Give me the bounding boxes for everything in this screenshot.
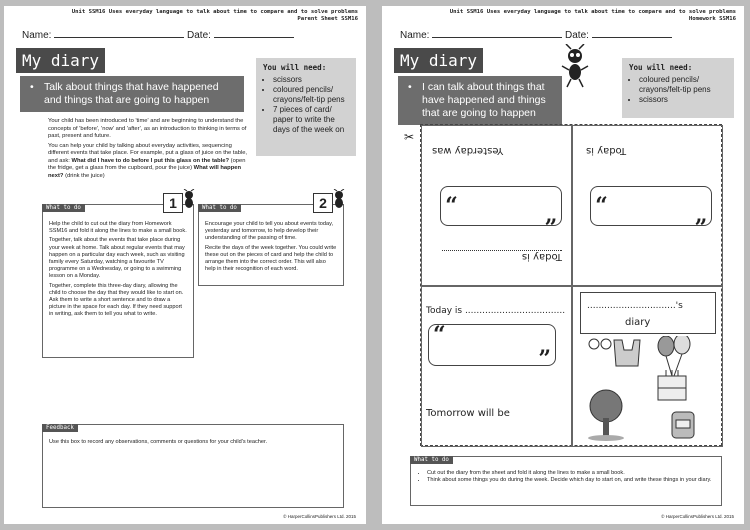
sheet-id: Homework SSM16 <box>688 16 736 22</box>
you-will-need-box <box>622 58 734 118</box>
today-label: Today is <box>442 250 562 262</box>
feedback-box[interactable] <box>42 424 344 508</box>
intro-paragraph: Your child has been introduced to 'time' and are beginning to understand the concepts of 'before', 'now' and 'after', as an introduction to thinking in terms of past, present and future. <box>48 118 247 139</box>
quote-open: “ <box>694 202 707 228</box>
intro-text <box>48 118 248 180</box>
feedback-title: Feedback <box>42 424 78 432</box>
intro-span: You can help your child by talking about everyday activities, sequencing different events that take place. For example, put a glass of juice on the table, and ask: <box>48 142 248 164</box>
flipped-content <box>422 126 572 286</box>
what-to-do-box-2 <box>198 195 344 286</box>
today-label: Today is ................................... <box>426 306 566 316</box>
goggles-icon <box>589 339 611 349</box>
tomorrow-label: Tomorrow will be <box>426 408 510 419</box>
ant-icon <box>331 189 347 209</box>
bullet-icon: • <box>408 81 412 93</box>
scissors-icon: ✂ <box>404 130 415 144</box>
box-title: What to do <box>410 456 453 464</box>
speech-bubble[interactable] <box>440 180 562 228</box>
intro-span: (open the fridge, get a glass from the cupboard, pour the juice) <box>48 157 246 171</box>
box-paragraph: Recite the days of the week together. You could write these out on the pieces of card and help the child to arrange them into the correct order. This will also help in their recognition of each word. <box>205 244 337 273</box>
objective-text: I can talk about things that have happened and things that are going to happen <box>422 81 546 119</box>
cover-title-box <box>580 292 716 334</box>
name-label: Name: <box>22 30 52 41</box>
homework-sheet <box>382 6 744 524</box>
panel-yesterday[interactable] <box>421 125 573 287</box>
instructions-list <box>417 470 715 484</box>
box-paragraph: Help the child to cut out the diary from Homework SSM16 and fold it along the lines to make a small book. <box>49 221 187 235</box>
panel-today-top[interactable] <box>571 125 723 287</box>
quote-close: ” <box>595 180 608 206</box>
ant-mascot-icon <box>560 44 590 88</box>
date-label: Date: <box>565 30 589 41</box>
speech-bubble[interactable] <box>590 180 712 228</box>
need-title: You will need: <box>629 63 693 72</box>
what-to-do-box <box>410 456 722 506</box>
speech-bubble[interactable] <box>428 322 556 372</box>
diary-owner-line[interactable]: ...............................'s <box>587 301 683 311</box>
box-body <box>49 221 187 321</box>
box-title: What to do <box>198 204 241 212</box>
diary-cutout <box>420 124 722 446</box>
copyright: © HarperCollinsPublishers Ltd. 2015 <box>283 514 356 519</box>
what-to-do-box-1 <box>42 195 194 358</box>
need-item: • 7 pieces of card/ paper to write the days of the week on <box>273 105 349 135</box>
intro-paragraph <box>48 143 248 181</box>
box-paragraph: Encourage your child to tell you about events today, yesterday and tomorrow, to help develop their understanding of the passing of time. <box>205 221 334 242</box>
unit-line: Unit SSM16 Uses everyday language to talk about time to compare and to solve problems <box>449 9 736 15</box>
need-item: • scissors <box>273 75 349 85</box>
parent-sheet <box>4 6 366 524</box>
tree-icon <box>588 390 624 441</box>
cover-illustration <box>576 336 718 442</box>
need-list <box>263 75 349 135</box>
yesterday-label: Yesterday was <box>432 145 504 156</box>
page-title: My diary <box>16 48 105 73</box>
instruction-item: • Think about some things you do during the week. Decide which day to start on, and write these things in your diary. <box>427 477 715 484</box>
panel-today-tomorrow[interactable] <box>421 285 573 447</box>
box-title: What to do <box>42 204 85 212</box>
name-line[interactable] <box>432 28 562 38</box>
box-paragraph: Together, complete this three-day diary, allowing the child to choose the day that they would like to start on. Ask them to write a short sentence and to draw a picture in the space for each day. If they need support in writing, ask them to tell you what to write. <box>49 282 184 318</box>
step-number: 1 <box>163 193 183 213</box>
date-line[interactable] <box>214 28 294 38</box>
unit-line: Unit SSM16 Uses everyday language to talk about time to compare and to solve problems <box>71 9 358 15</box>
intro-span: (drink the juice) <box>63 172 105 179</box>
unit-header <box>450 9 736 23</box>
objective-text: Talk about things that have happened and things that are going to happen <box>44 81 219 106</box>
need-item: • scissors <box>639 95 727 105</box>
today-label: Today is <box>586 145 627 156</box>
name-line[interactable] <box>54 28 184 38</box>
name-label: Name: <box>400 30 430 41</box>
box-body <box>205 221 337 275</box>
name-date-row <box>400 28 672 41</box>
sheet-id: Parent Sheet SSM16 <box>297 16 358 22</box>
quote-open: “ <box>433 322 446 348</box>
instruction-item: • Cut out the diary from the sheet and fold it along the lines to make a small book. <box>427 470 715 477</box>
need-list <box>629 75 727 105</box>
cake-icon <box>658 370 686 400</box>
flipped-content <box>572 126 722 286</box>
copyright: © HarperCollinsPublishers Ltd. 2015 <box>661 514 734 519</box>
bullet-icon: • <box>30 81 34 93</box>
step-number: 2 <box>313 193 333 213</box>
name-date-row <box>22 28 294 41</box>
objective-banner <box>398 76 562 125</box>
ant-icon <box>181 189 197 209</box>
box-paragraph: Together, talk about the events that take place during your week at home. Talk about regular events that may happen on a particular day each week, such as visiting family every Saturday, watching a favourite TV programme on a Wednesday, or going to a swimming lesson on a Monday. <box>49 237 185 280</box>
date-label: Date: <box>187 30 211 41</box>
unit-header <box>72 9 358 23</box>
you-will-need-box <box>256 58 356 156</box>
quote-close: ” <box>538 346 551 372</box>
objective-banner <box>20 76 244 112</box>
quote-close: ” <box>445 180 458 206</box>
diary-word: diary <box>625 317 651 328</box>
swimsuit-icon <box>614 340 640 366</box>
need-item: • coloured pencils/ crayons/felt-tip pens <box>639 75 727 95</box>
need-item: • coloured pencils/ crayons/felt-tip pens <box>273 85 349 105</box>
question-2: What will happen next? <box>48 165 241 179</box>
quote-open: “ <box>544 202 557 228</box>
backpack-icon <box>672 412 694 438</box>
balloons-icon <box>658 336 690 376</box>
feedback-instructions: Use this box to record any observations, comments or questions for your child's teacher. <box>49 439 268 445</box>
page-title: My diary <box>394 48 483 73</box>
question-1: What did I have to do before I put this glass on the table? <box>71 157 230 164</box>
panel-cover <box>571 285 723 447</box>
date-line[interactable] <box>592 28 672 38</box>
need-title: You will need: <box>263 63 327 72</box>
